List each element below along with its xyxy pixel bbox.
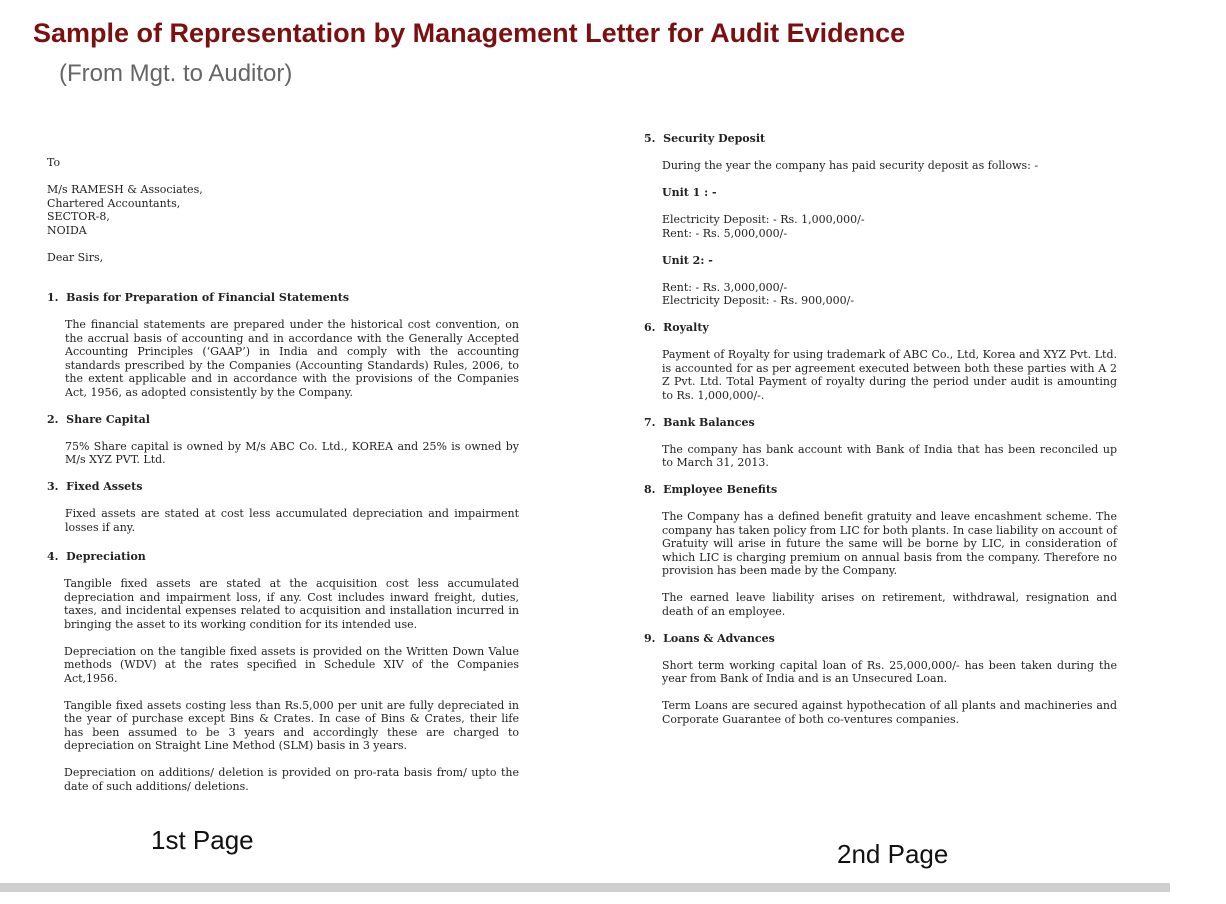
unit-2-heading: Unit 2: -	[662, 253, 713, 267]
section-title: Loans & Advances	[663, 631, 775, 645]
unit-1-heading: Unit 1 : -	[662, 186, 717, 199]
unit-1-deposits	[662, 213, 1117, 240]
section-title: Royalty	[663, 321, 709, 334]
section-text-bank-balances: The company has bank account with Bank of India that has been reconciled up to March 31, 2013.	[662, 442, 1117, 469]
section-title: Security Deposit	[663, 132, 766, 145]
address-line: Chartered Accountants,	[47, 196, 181, 210]
section-heading-depreciation	[47, 550, 519, 564]
section-number: 6.	[644, 321, 656, 334]
section-title: Employee Benefits	[663, 483, 778, 496]
document-subtitle: (From Mgt. to Auditor)	[59, 60, 293, 87]
section-title: Share Capital	[66, 412, 150, 426]
section-number: 1.	[47, 291, 59, 304]
section-number: 2.	[47, 412, 59, 426]
section-text-employee-benefits-2: The earned leave liability arises on retirement, withdrawal, resignation and death of an employee.	[662, 591, 1117, 618]
section-number: 3.	[47, 480, 59, 493]
section-text-fixed-assets: Fixed assets are stated at cost less accumulated depreciation and impairment losses if any.	[65, 507, 519, 534]
section-text-share-capital: 75% Share capital is owned by M/s ABC Co. Ltd., KOREA and 25% is owned by M/s XYZ PVT. Ltd.	[65, 439, 519, 466]
page-label-second: 2nd Page	[837, 839, 949, 869]
salutation: Dear Sirs,	[47, 250, 104, 264]
section-text-employee-benefits-1: The Company has a defined benefit gratuity and leave encashment scheme. The company has taken policy from LIC for both plants. In case liability on account of Gratuity will arise in future the same will be borne by LIC, in consideration of which LIC is charging premium on annual basis from the company. Therefore no provision has been made by the Company.	[662, 510, 1117, 577]
document-title: Sample of Representation by Management Letter for Audit Evidence	[33, 18, 906, 48]
unit-2-deposits	[662, 281, 1117, 308]
section-heading-loans-advances	[644, 632, 1117, 646]
letter-page-2	[644, 132, 1117, 740]
deposit-line: Rent: - Rs. 5,000,000/-	[662, 226, 788, 240]
address-line: M/s RAMESH & Associates,	[47, 183, 203, 196]
deposit-line: Electricity Deposit: - Rs. 900,000/-	[662, 294, 855, 307]
section-number: 9.	[644, 631, 656, 645]
section-title: Fixed Assets	[66, 480, 143, 493]
letter-page-1	[47, 156, 519, 807]
section-text-basis: The financial statements are prepared under the historical cost convention, on the accrual basis of accounting and in accordance with the Generally Accepted Accounting Principles (‘GAAP’) in India and comply with the accounting standards prescribed by the Companies (Accounting Standards) Rules, 2006, to the extent applicable and in accordance with the provisions of the Companies Act, 1956, as adopted consistently by the Company.	[65, 318, 519, 399]
section-heading-basis	[47, 291, 519, 305]
address-line: SECTOR-8,	[47, 210, 110, 223]
section-heading-share-capital	[47, 413, 519, 427]
section-title: Depreciation	[66, 550, 146, 563]
section-text-depreciation-2: Depreciation on the tangible fixed assets is provided on the Written Down Value methods (WDV) at the rates specified in Schedule XIV of the Companies Act,1956.	[64, 644, 519, 685]
section-heading-royalty	[644, 321, 1117, 335]
section-text-loans-advances-1: Short term working capital loan of Rs. 25,000,000/- has been taken during the year from Bank of India and is an Unsecured Loan.	[662, 658, 1117, 685]
recipient-address	[47, 183, 519, 237]
section-title: Bank Balances	[663, 415, 755, 429]
section-heading-security-deposit	[644, 132, 1117, 146]
section-text-depreciation-1: Tangible fixed assets are stated at the acquisition cost less accumulated depreciation and impairment loss, if any. Cost includes inward freight, duties, taxes, and incidental expenses related to acquisition and installation incurred in bringing the asset to its working condition for its intended use.	[64, 577, 519, 631]
address-line: NOIDA	[47, 223, 87, 237]
section-heading-bank-balances	[644, 416, 1117, 430]
deposit-line: Rent: - Rs. 3,000,000/-	[662, 280, 788, 294]
section-number: 5.	[644, 132, 656, 145]
deposit-line: Electricity Deposit: - Rs. 1,000,000/-	[662, 213, 865, 226]
section-number: 8.	[644, 483, 656, 496]
section-text-depreciation-3: Tangible fixed assets costing less than Rs.5,000 per unit are fully depreciated in the year of purchase except Bins & Crates. In case of Bins & Crates, their life has been assumed to be 3 years and accordingly these are charged to depreciation on Straight Line Method (SLM) basis in 3 years.	[64, 698, 519, 752]
section-heading-fixed-assets	[47, 480, 519, 494]
letter-to: To	[47, 156, 61, 169]
section-text-security-deposit: During the year the company has paid security deposit as follows: -	[662, 159, 1039, 172]
page-label-first: 1st Page	[151, 825, 254, 855]
bottom-divider	[0, 883, 1170, 892]
section-text-loans-advances-2: Term Loans are secured against hypothecation of all plants and machineries and Corporate Guarantee of both co-ventures companies.	[662, 699, 1117, 726]
section-number: 7.	[644, 415, 656, 429]
section-heading-employee-benefits	[644, 483, 1117, 497]
section-text-depreciation-4: Depreciation on additions/ deletion is provided on pro-rata basis from/ upto the date of such additions/ deletions.	[64, 766, 519, 793]
section-text-royalty: Payment of Royalty for using trademark of ABC Co., Ltd, Korea and XYZ Pvt. Ltd. is accounted for as per agreement executed between both these parties with A 2 Z Pvt. Ltd. Total Payment of royalty during the period under audit is amounting to Rs. 1,000,000/-.	[662, 348, 1117, 402]
section-title: Basis for Preparation of Financial Statements	[66, 291, 350, 304]
section-number: 4.	[47, 550, 59, 563]
